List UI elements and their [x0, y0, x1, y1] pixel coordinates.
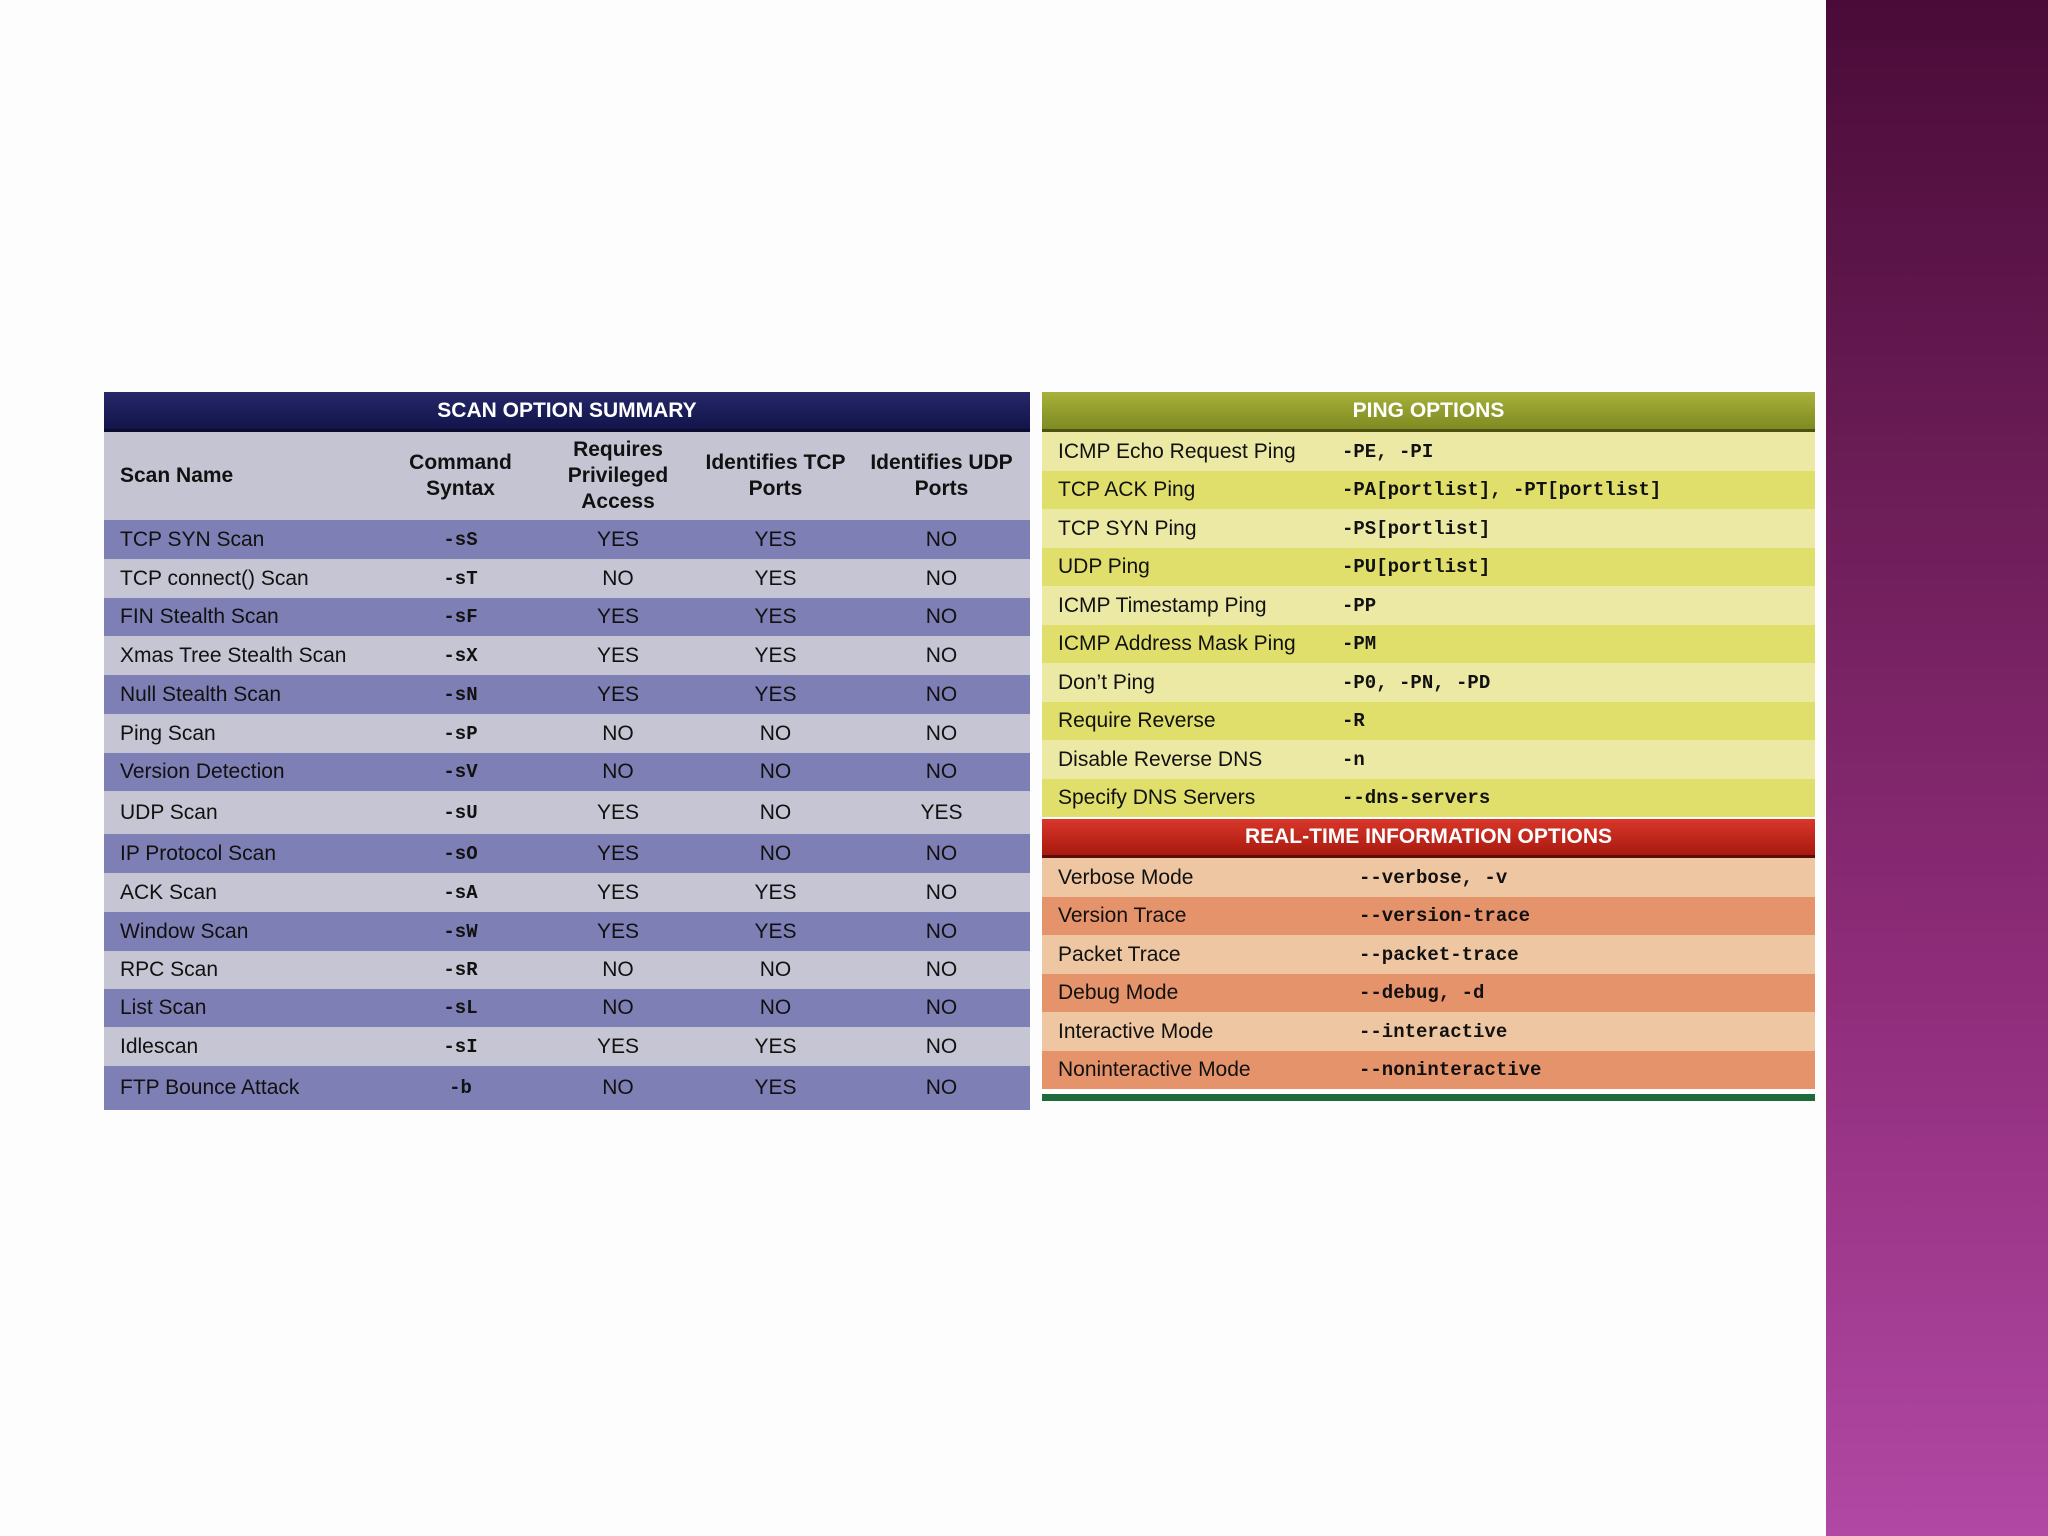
udp-ports-cell: NO	[925, 1076, 958, 1099]
ping-option-name: ICMP Echo Request Ping	[1058, 439, 1296, 463]
realtime-option-name: Noninteractive Mode	[1058, 1058, 1251, 1081]
command-syntax-cell: -sV	[443, 761, 478, 783]
realtime-option-row	[1042, 935, 1815, 974]
scan-name-cell: TCP connect() Scan	[120, 566, 309, 590]
tcp-ports-cell: YES	[754, 643, 797, 667]
tcp-ports-cell: NO	[759, 841, 792, 865]
privileged-access-cell: YES	[596, 1034, 640, 1058]
udp-ports-cell: NO	[925, 996, 958, 1019]
scan-summary-row	[104, 714, 1030, 753]
header-command-syntax: Command Syntax	[409, 451, 512, 500]
scan-option-summary-table	[104, 392, 1030, 1110]
tcp-ports-cell: YES	[754, 566, 797, 590]
udp-ports-cell: NO	[925, 958, 958, 981]
footer-divider-line	[1042, 1094, 1815, 1101]
privileged-access-cell: YES	[596, 682, 640, 706]
realtime-option-name: Interactive Mode	[1058, 1019, 1214, 1043]
tcp-ports-cell: YES	[754, 605, 797, 628]
ping-option-syntax: -PS[portlist]	[1342, 517, 1491, 540]
ping-option-syntax: -PA[portlist], -PT[portlist]	[1342, 479, 1662, 501]
scan-summary-row	[104, 520, 1030, 559]
realtime-option-row	[1042, 974, 1815, 1012]
tcp-ports-cell: NO	[759, 996, 792, 1019]
privileged-access-cell: YES	[596, 880, 640, 904]
realtime-options-body	[1042, 858, 1815, 1089]
udp-ports-cell: YES	[920, 800, 963, 824]
command-syntax-cell: -sR	[443, 959, 478, 981]
ping-option-name: Require Reverse	[1058, 709, 1216, 732]
command-syntax-cell: -sS	[443, 528, 478, 551]
tcp-ports-cell: YES	[754, 682, 797, 706]
scan-summary-row	[104, 1066, 1030, 1110]
ping-option-name: Specify DNS Servers	[1058, 786, 1256, 809]
scan-name-cell: TCP SYN Scan	[120, 527, 265, 551]
scan-summary-row	[104, 559, 1030, 598]
tcp-ports-cell: NO	[759, 760, 792, 783]
scan-name-cell: List Scan	[120, 996, 207, 1019]
ping-option-name: TCP SYN Ping	[1058, 516, 1197, 540]
ping-option-syntax: -P0, -PN, -PD	[1342, 671, 1491, 694]
ping-option-row	[1042, 471, 1815, 509]
scan-summary-header-row	[104, 432, 1030, 520]
scan-summary-title: SCAN OPTION SUMMARY	[104, 392, 1030, 432]
scan-name-cell: ACK Scan	[120, 880, 217, 904]
header-privileged-access: Requires Privileged Access	[567, 438, 669, 513]
scan-name-cell: Version Detection	[120, 760, 285, 783]
ping-option-row	[1042, 702, 1815, 740]
scan-name-cell: Null Stealth Scan	[120, 682, 282, 706]
tcp-ports-cell: YES	[754, 527, 797, 551]
command-syntax-cell: -sP	[443, 722, 478, 745]
ping-option-name: TCP ACK Ping	[1058, 478, 1196, 501]
scan-summary-row	[104, 989, 1030, 1027]
scan-name-cell: IP Protocol Scan	[120, 841, 277, 865]
scan-summary-row	[104, 636, 1030, 675]
realtime-options-title: REAL-TIME INFORMATION OPTIONS	[1042, 819, 1815, 858]
scan-name-cell: Window Scan	[120, 919, 249, 943]
ping-option-row	[1042, 586, 1815, 625]
realtime-option-syntax: --version-trace	[1359, 905, 1531, 927]
privileged-access-cell: NO	[602, 996, 634, 1019]
privileged-access-cell: YES	[596, 919, 640, 943]
scan-summary-row	[104, 675, 1030, 714]
ping-option-row	[1042, 509, 1815, 548]
command-syntax-cell: -sA	[443, 881, 478, 904]
ping-option-syntax: -PE, -PI	[1342, 440, 1434, 463]
scan-name-cell: Idlescan	[120, 1034, 199, 1058]
udp-ports-cell: NO	[925, 880, 958, 904]
scan-summary-row	[104, 753, 1030, 791]
tcp-ports-cell: YES	[754, 1034, 797, 1058]
command-syntax-cell: -sI	[443, 1035, 478, 1058]
realtime-option-syntax: --packet-trace	[1359, 943, 1519, 966]
udp-ports-cell: NO	[925, 1034, 958, 1058]
command-syntax-cell: -sF	[443, 606, 478, 628]
command-syntax-cell: -sT	[443, 567, 478, 590]
scan-summary-row	[104, 598, 1030, 636]
realtime-option-row	[1042, 1051, 1815, 1089]
tcp-ports-cell: YES	[754, 1076, 797, 1099]
scan-summary-row	[104, 791, 1030, 834]
header-udp-ports: Identifies UDP Ports	[870, 451, 1013, 500]
command-syntax-cell: -sW	[443, 920, 478, 943]
ping-option-row	[1042, 432, 1815, 471]
scan-name-cell: RPC Scan	[120, 958, 219, 981]
scan-summary-row	[104, 834, 1030, 873]
scan-summary-row	[104, 1027, 1030, 1066]
ping-options-title: PING OPTIONS	[1042, 392, 1815, 432]
ping-option-name: Disable Reverse DNS	[1058, 747, 1263, 771]
privileged-access-cell: YES	[596, 841, 640, 865]
ping-option-name: Don’t Ping	[1058, 670, 1155, 694]
ping-option-syntax: -PU[portlist]	[1342, 556, 1491, 578]
realtime-option-row	[1042, 1012, 1815, 1051]
scan-name-cell: Ping Scan	[120, 721, 216, 745]
scan-name-cell: Xmas Tree Stealth Scan	[120, 643, 347, 667]
side-gradient-band	[1826, 0, 2048, 1536]
realtime-option-row	[1042, 858, 1815, 897]
realtime-option-name: Version Trace	[1058, 904, 1187, 927]
scan-summary-row	[104, 873, 1030, 912]
udp-ports-cell: NO	[925, 841, 958, 865]
privileged-access-cell: NO	[602, 1076, 634, 1099]
ping-option-row	[1042, 740, 1815, 779]
ping-option-syntax: -R	[1342, 710, 1365, 732]
ping-option-name: ICMP Address Mask Ping	[1058, 632, 1296, 655]
ping-option-name: ICMP Timestamp Ping	[1058, 593, 1267, 617]
ping-option-row	[1042, 625, 1815, 663]
realtime-option-syntax: --verbose, -v	[1359, 866, 1508, 889]
tcp-ports-cell: NO	[759, 721, 792, 745]
header-tcp-ports: Identifies TCP Ports	[705, 451, 846, 500]
udp-ports-cell: NO	[925, 919, 958, 943]
realtime-option-name: Debug Mode	[1058, 981, 1179, 1004]
privileged-access-cell: NO	[602, 760, 634, 783]
privileged-access-cell: YES	[596, 800, 640, 824]
command-syntax-cell: -sO	[443, 842, 478, 865]
tcp-ports-cell: NO	[759, 958, 792, 981]
scan-summary-body	[104, 520, 1030, 1110]
ping-options-table	[1042, 392, 1815, 817]
privileged-access-cell: NO	[602, 566, 634, 590]
scan-name-cell: FTP Bounce Attack	[120, 1076, 300, 1099]
scan-summary-row	[104, 951, 1030, 989]
udp-ports-cell: NO	[925, 527, 958, 551]
tcp-ports-cell: YES	[754, 919, 797, 943]
tcp-ports-cell: YES	[754, 880, 797, 904]
realtime-option-syntax: --noninteractive	[1359, 1059, 1542, 1081]
realtime-option-syntax: --debug, -d	[1359, 982, 1485, 1004]
header-scan-name: Scan Name	[120, 464, 234, 487]
realtime-option-name: Packet Trace	[1058, 942, 1181, 966]
privileged-access-cell: NO	[602, 721, 634, 745]
command-syntax-cell: -sU	[443, 801, 478, 824]
ping-option-name: UDP Ping	[1058, 555, 1150, 578]
udp-ports-cell: NO	[925, 721, 958, 745]
scan-name-cell: UDP Scan	[120, 800, 218, 824]
ping-option-syntax: -PM	[1342, 633, 1377, 655]
ping-option-syntax: --dns-servers	[1342, 787, 1491, 809]
udp-ports-cell: NO	[925, 682, 958, 706]
ping-options-body	[1042, 432, 1815, 817]
privileged-access-cell: YES	[596, 605, 640, 628]
realtime-option-syntax: --interactive	[1359, 1020, 1508, 1043]
realtime-option-name: Verbose Mode	[1058, 865, 1194, 889]
command-syntax-cell: -sX	[443, 644, 478, 667]
scan-name-cell: FIN Stealth Scan	[120, 605, 279, 628]
udp-ports-cell: NO	[925, 566, 958, 590]
udp-ports-cell: NO	[925, 643, 958, 667]
privileged-access-cell: NO	[602, 958, 634, 981]
ping-option-row	[1042, 548, 1815, 586]
realtime-option-row	[1042, 897, 1815, 935]
privileged-access-cell: YES	[596, 527, 640, 551]
udp-ports-cell: NO	[925, 760, 958, 783]
ping-option-syntax: -n	[1342, 748, 1365, 771]
command-syntax-cell: -sL	[443, 997, 478, 1019]
udp-ports-cell: NO	[925, 605, 958, 628]
scan-summary-row	[104, 912, 1030, 951]
tcp-ports-cell: NO	[759, 800, 792, 824]
ping-option-row	[1042, 663, 1815, 702]
command-syntax-cell: -b	[449, 1077, 472, 1099]
realtime-options-table	[1042, 819, 1815, 1089]
ping-option-row	[1042, 779, 1815, 817]
ping-option-syntax: -PP	[1342, 594, 1377, 617]
privileged-access-cell: YES	[596, 643, 640, 667]
command-syntax-cell: -sN	[443, 683, 478, 706]
